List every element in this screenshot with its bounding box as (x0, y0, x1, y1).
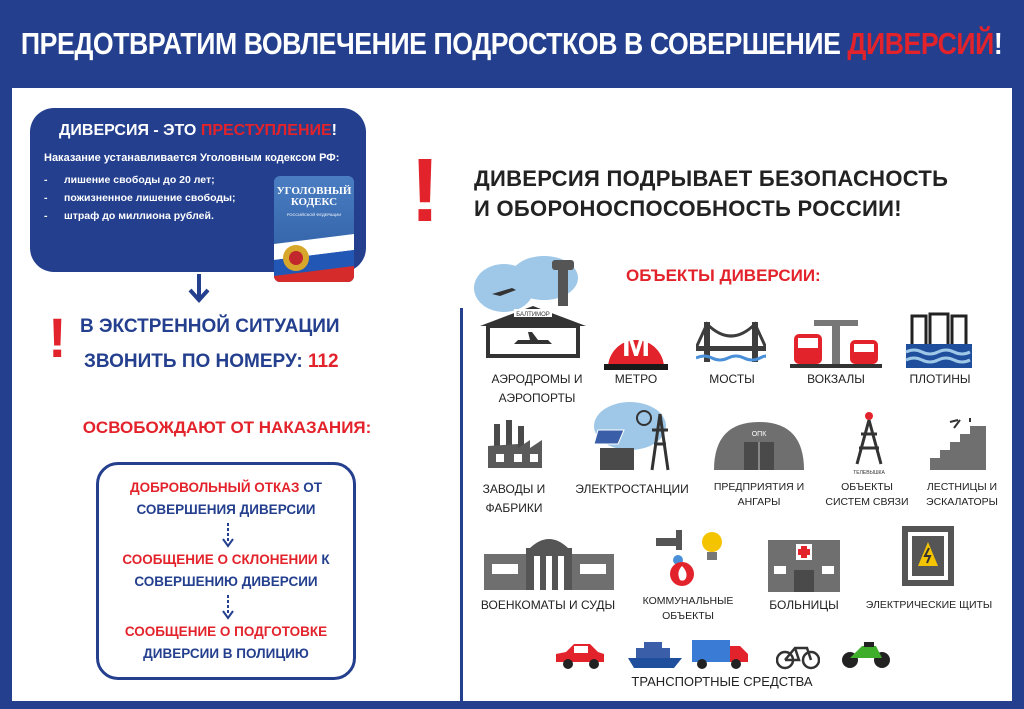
label-power-plants: ЭЛЕКТРОСТАНЦИИ (575, 482, 689, 496)
label-airports-1: АЭРОДРОМЫ И (491, 372, 583, 386)
utilities-icon (652, 524, 724, 588)
punishment-item: - штраф до миллиона рублей. (44, 210, 236, 228)
label-metro: МЕТРО (614, 372, 658, 386)
truck-icon (692, 638, 748, 670)
car-icon (554, 640, 606, 670)
content-panel (12, 88, 1012, 701)
title-bar (0, 0, 1024, 88)
label-airports-2: АЭРОПОРТЫ (498, 391, 576, 405)
label-airports (472, 370, 602, 408)
label-bridges: МОСТЫ (709, 372, 755, 386)
factory-icon (486, 416, 544, 470)
big-exclamation-icon: ! (410, 141, 440, 241)
codex-subtitle: РОССИЙСКОЙ ФЕДЕРАЦИИ (286, 212, 342, 217)
punishment-item: - лишение свободы до 20 лет; (44, 174, 236, 192)
step-2-highlight: СООБЩЕНИЕ О СКЛОНЕНИИ (122, 552, 318, 567)
step-1-line2: СОВЕРШЕНИЯ ДИВЕРСИИ (136, 502, 316, 517)
label-hospitals: БОЛЬНИЦЫ (769, 598, 839, 612)
label-stairs-2: ЭСКАЛАТОРЫ (926, 496, 998, 508)
objects-heading: ОБЪЕКТЫ ДИВЕРСИИ: (626, 266, 821, 285)
headline (474, 164, 948, 224)
release-heading: ОСВОБОЖДАЮТ ОТ НАКАЗАНИЯ: (82, 418, 372, 437)
label-factories-1: ЗАВОДЫ И (482, 482, 546, 496)
criminal-code-book (274, 176, 354, 282)
codex-title: УГОЛОВНЫЙ КОДЕКС (276, 185, 352, 208)
step-1-highlight: ДОБРОВОЛЬНЫЙ ОТКАЗ (129, 480, 300, 495)
emergency-line-2 (84, 351, 339, 373)
column-divider (460, 308, 463, 701)
electric-panel-icon (902, 526, 954, 586)
label-military-courts: ВОЕНКОМАТЫ И СУДЫ (480, 598, 616, 612)
step-3-highlight: СООБЩЕНИЕ О ПОДГОТОВКЕ (124, 624, 328, 639)
dashed-down-arrow-icon (221, 523, 235, 549)
emergency-text: ЗВОНИТЬ ПО НОМЕРУ: (84, 351, 308, 372)
label-enterprises (700, 480, 818, 510)
metro-icon (604, 314, 668, 370)
hospital-icon (768, 532, 840, 592)
step-1 (99, 477, 353, 521)
crime-box (30, 108, 366, 272)
power-plant-icon (594, 400, 678, 472)
crime-heading (30, 122, 366, 140)
label-enterprises-2: АНГАРЫ (737, 496, 781, 508)
label-communications-1: ОБЪЕКТЫ (841, 481, 893, 493)
train-station-icon (790, 314, 882, 370)
dam-icon (904, 310, 974, 370)
label-utilities-2: ОБЪЕКТЫ (662, 610, 714, 622)
step-2-rest: К (317, 552, 330, 567)
release-steps-box (96, 462, 356, 680)
motorcycle-icon (840, 638, 892, 670)
headline-line-1: ДИВЕРСИЯ ПОДРЫВАЕТ БЕЗОПАСНОСТЬ (474, 166, 949, 191)
label-stairs-1: ЛЕСТНИЦЫ И (926, 481, 998, 493)
bridge-icon (696, 318, 766, 368)
title-highlight: ДИВЕРСИЙ (847, 26, 995, 61)
step-1-rest: ОТ (299, 480, 322, 495)
crime-heading-highlight: ПРЕСТУПЛЕНИЕ (200, 122, 332, 139)
step-2 (99, 549, 353, 593)
courthouse-icon (484, 534, 614, 592)
label-communications-2: СИСТЕМ СВЯЗИ (825, 496, 909, 508)
punishment-intro: Наказание устанавливается Уголовным кодексом РФ: (44, 152, 340, 164)
label-stations: ВОКЗАЛЫ (807, 372, 865, 386)
title-exclamation: ! (994, 26, 1003, 61)
escalator-icon (926, 418, 990, 472)
exclamation-icon: ! (48, 306, 67, 369)
punishment-list (44, 174, 236, 228)
label-utilities (630, 594, 746, 624)
bicycle-icon (776, 640, 820, 670)
label-utilities-1: КОММУНАЛЬНЫЕ (642, 595, 734, 607)
label-stairs (920, 480, 1004, 510)
page-title (21, 26, 1002, 62)
boat-icon (626, 640, 684, 670)
hangar-icon (712, 418, 806, 472)
metro-letter: M (621, 326, 651, 364)
headline-line-2: И ОБОРОНОСПОСОБНОСТЬ РОССИИ! (474, 196, 902, 221)
crime-heading-mark: ! (331, 122, 337, 139)
tv-tower-icon (844, 410, 894, 476)
label-factories (472, 480, 556, 518)
crime-heading-text: ДИВЕРСИЯ - ЭТО (58, 122, 201, 139)
title-text: ПРЕДОТВРАТИМ ВОВЛЕЧЕНИЕ ПОДРОСТКОВ В СОВЕРШЕНИЕ (21, 26, 848, 61)
airport-sign: БАЛТИМОР (516, 312, 550, 318)
step-3 (99, 621, 353, 665)
tower-sign: ТЕЛЕВЫШКА (853, 470, 885, 476)
dashed-down-arrow-icon (221, 595, 235, 621)
label-communications (812, 480, 922, 510)
step-3-line2: ДИВЕРСИИ В ПОЛИЦИЮ (143, 646, 309, 661)
down-arrow-icon (188, 274, 210, 304)
airport-icon (474, 248, 592, 358)
label-enterprises-1: ПРЕДПРИЯТИЯ И (713, 481, 805, 493)
flag-emblem-icon (274, 234, 354, 282)
label-dams: ПЛОТИНЫ (909, 372, 971, 386)
emergency-line-1: В ЭКСТРЕННОЙ СИТУАЦИИ (80, 316, 340, 337)
step-2-line2: СОВЕРШЕНИЮ ДИВЕРСИИ (134, 574, 318, 589)
label-factories-2: ФАБРИКИ (485, 501, 543, 515)
hangar-sign: ОПК (751, 431, 767, 438)
label-electric-panels: ЭЛЕКТРИЧЕСКИЕ ЩИТЫ (865, 599, 993, 611)
emergency-number: 112 (307, 351, 339, 372)
label-transport: ТРАНСПОРТНЫЕ СРЕДСТВА (631, 674, 813, 689)
punishment-item: - пожизненное лишение свободы; (44, 192, 236, 210)
